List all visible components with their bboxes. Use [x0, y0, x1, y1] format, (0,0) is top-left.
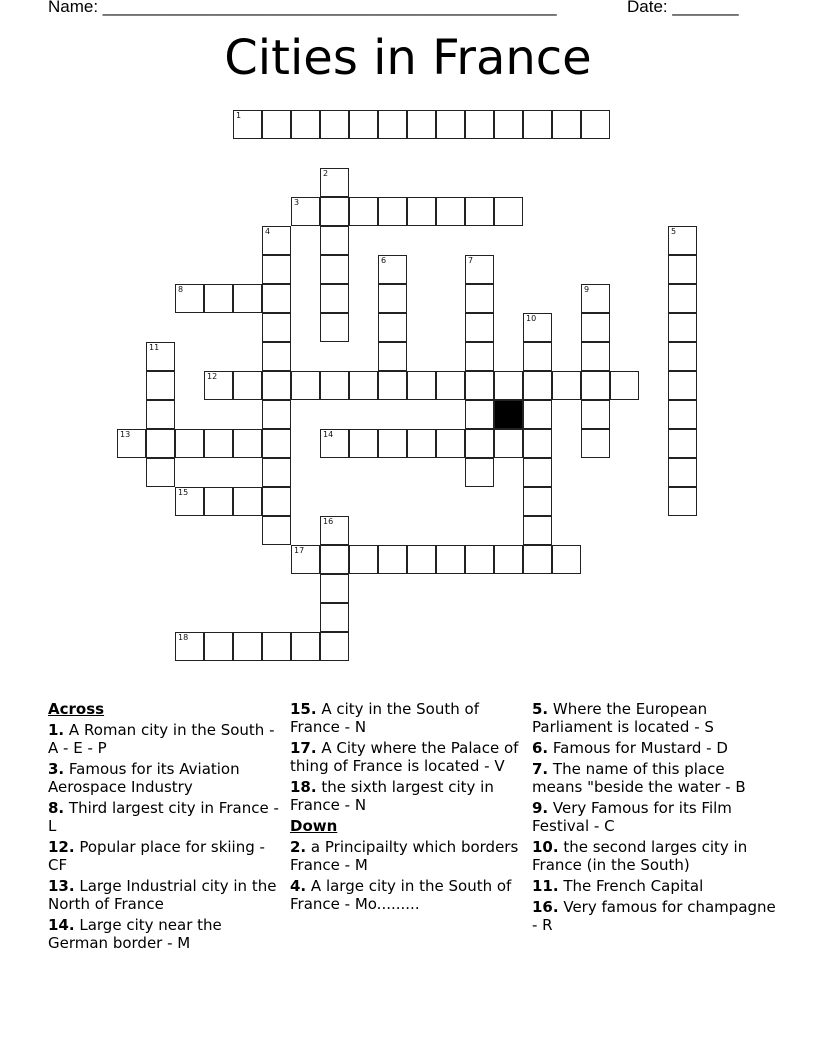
- clue-number-label: 3: [294, 198, 300, 207]
- grid-cell[interactable]: [233, 284, 262, 313]
- grid-cell[interactable]: [378, 284, 407, 313]
- grid-cell[interactable]: [407, 429, 436, 458]
- clues-column-1: [48, 700, 283, 955]
- grid-cell[interactable]: [233, 429, 262, 458]
- clue-across-17: [290, 739, 525, 775]
- clue-down-10: [532, 838, 777, 874]
- grid-cell[interactable]: [378, 342, 407, 371]
- grid-cell[interactable]: [233, 632, 262, 661]
- grid-cell[interactable]: [465, 255, 494, 284]
- date-field[interactable]: Date: _______: [627, 0, 739, 16]
- grid-cell[interactable]: [465, 313, 494, 342]
- clue-number: 8.: [48, 799, 65, 817]
- clue-number: 11.: [532, 877, 559, 895]
- grid-cell[interactable]: [436, 197, 465, 226]
- clue-across-3: [48, 760, 283, 796]
- grid-cell[interactable]: [581, 313, 610, 342]
- grid-cell[interactable]: [262, 458, 291, 487]
- clue-number: 16.: [532, 898, 559, 916]
- clue-number-label: 9: [584, 285, 590, 294]
- clue-number: 4.: [290, 877, 307, 895]
- clue-number-label: 18: [178, 633, 189, 642]
- grid-cell[interactable]: [146, 371, 175, 400]
- clues-column-2: [290, 700, 525, 916]
- grid-cell[interactable]: [523, 342, 552, 371]
- grid-cell[interactable]: [581, 110, 610, 139]
- clue-number: 17.: [290, 739, 317, 757]
- clue-text: Popular place for skiing - CF: [48, 838, 265, 874]
- grid-cell[interactable]: [320, 516, 349, 545]
- down-heading: Down: [290, 817, 338, 835]
- clue-text: Very Famous for its Film Festival - C: [532, 799, 732, 835]
- grid-cell[interactable]: [349, 371, 378, 400]
- grid-cell[interactable]: [117, 429, 146, 458]
- clue-text: Third largest city in France - L: [48, 799, 279, 835]
- grid-cell[interactable]: [436, 545, 465, 574]
- clue-number-label: 11: [149, 343, 160, 352]
- clue-number-label: 2: [323, 169, 329, 178]
- clue-number-label: 6: [381, 256, 387, 265]
- grid-cell[interactable]: [668, 429, 697, 458]
- grid-cell[interactable]: [262, 487, 291, 516]
- clue-across-14: [48, 916, 283, 952]
- grid-cell[interactable]: [523, 487, 552, 516]
- clues-column-3: [532, 700, 777, 937]
- grid-cell[interactable]: [494, 545, 523, 574]
- grid-cell[interactable]: [407, 371, 436, 400]
- clue-number-label: 4: [265, 227, 271, 236]
- grid-cell[interactable]: [581, 400, 610, 429]
- grid-cell[interactable]: [262, 400, 291, 429]
- grid-cell[interactable]: [407, 197, 436, 226]
- grid-cell[interactable]: [668, 487, 697, 516]
- clue-number: 5.: [532, 700, 549, 718]
- grid-cell[interactable]: [233, 487, 262, 516]
- grid-cell[interactable]: [233, 371, 262, 400]
- grid-cell[interactable]: [668, 226, 697, 255]
- clue-number-label: 14: [323, 430, 334, 439]
- grid-cell[interactable]: [465, 458, 494, 487]
- grid-cell[interactable]: [204, 429, 233, 458]
- clue-number: 7.: [532, 760, 549, 778]
- grid-cell[interactable]: [175, 429, 204, 458]
- grid-cell[interactable]: [233, 110, 262, 139]
- grid-cell[interactable]: [523, 371, 552, 400]
- grid-cell[interactable]: [378, 545, 407, 574]
- grid-cell[interactable]: [552, 371, 581, 400]
- grid-cell[interactable]: [320, 574, 349, 603]
- clue-number: 14.: [48, 916, 75, 934]
- clue-number-label: 12: [207, 372, 218, 381]
- grid-cell[interactable]: [465, 342, 494, 371]
- grid-cell[interactable]: [320, 313, 349, 342]
- grid-cell[interactable]: [523, 516, 552, 545]
- clue-down-11: [532, 877, 777, 895]
- clue-number: 3.: [48, 760, 65, 778]
- grid-cell[interactable]: [581, 342, 610, 371]
- clue-text: A Roman city in the South - A - E - P: [48, 721, 275, 757]
- clue-number-label: 1: [236, 111, 242, 120]
- grid-cell[interactable]: [465, 400, 494, 429]
- grid-cell[interactable]: [320, 545, 349, 574]
- grid-cell[interactable]: [523, 110, 552, 139]
- clue-across-18: [290, 778, 525, 814]
- grid-cell[interactable]: [175, 284, 204, 313]
- grid-cell[interactable]: [407, 110, 436, 139]
- grid-cell[interactable]: [668, 313, 697, 342]
- grid-cell[interactable]: [523, 429, 552, 458]
- clue-number: 18.: [290, 778, 317, 796]
- clue-across-12: [48, 838, 283, 874]
- clue-down-7: [532, 760, 777, 796]
- clue-across-1: [48, 721, 283, 757]
- grid-cell[interactable]: [320, 168, 349, 197]
- grid-cell[interactable]: [262, 110, 291, 139]
- clue-text: a Principailty which borders France - M: [290, 838, 519, 874]
- grid-cell[interactable]: [523, 313, 552, 342]
- clue-text: Famous for Mustard - D: [552, 739, 728, 757]
- grid-cell[interactable]: [465, 371, 494, 400]
- grid-cell[interactable]: [320, 226, 349, 255]
- grid-cell[interactable]: [523, 458, 552, 487]
- grid-cell[interactable]: [291, 110, 320, 139]
- clue-down-16: [532, 898, 777, 934]
- grid-cell[interactable]: [378, 197, 407, 226]
- grid-cell[interactable]: [378, 429, 407, 458]
- grid-cell[interactable]: [552, 545, 581, 574]
- clue-number: 1.: [48, 721, 65, 739]
- across-heading: Across: [48, 700, 105, 718]
- clue-text: Large city near the German border - M: [48, 916, 222, 952]
- grid-cell[interactable]: [465, 110, 494, 139]
- grid-cell[interactable]: [581, 371, 610, 400]
- grid-cell[interactable]: [262, 371, 291, 400]
- grid-cell[interactable]: [349, 110, 378, 139]
- grid-cell[interactable]: [320, 429, 349, 458]
- grid-cell[interactable]: [668, 458, 697, 487]
- grid-cell[interactable]: [291, 371, 320, 400]
- clue-number-label: 5: [671, 227, 677, 236]
- clue-number-label: 10: [526, 314, 537, 323]
- grid-cell[interactable]: [291, 545, 320, 574]
- grid-cell[interactable]: [146, 342, 175, 371]
- grid-cell[interactable]: [320, 110, 349, 139]
- grid-cell[interactable]: [436, 429, 465, 458]
- grid-cell[interactable]: [378, 313, 407, 342]
- grid-cell[interactable]: [668, 400, 697, 429]
- clue-across-8: [48, 799, 283, 835]
- grid-cell[interactable]: [668, 284, 697, 313]
- grid-cell[interactable]: [349, 429, 378, 458]
- clue-number-label: 17: [294, 546, 305, 555]
- clue-down-4: [290, 877, 525, 913]
- grid-cell[interactable]: [668, 371, 697, 400]
- grid-cell[interactable]: [204, 371, 233, 400]
- grid-cell[interactable]: [262, 313, 291, 342]
- grid-cell[interactable]: [262, 632, 291, 661]
- grid-cell[interactable]: [378, 110, 407, 139]
- clue-number-label: 8: [178, 285, 184, 294]
- page-title: Cities in France: [224, 30, 592, 86]
- grid-cell[interactable]: [378, 255, 407, 284]
- clue-text: A city in the South of France - N: [290, 700, 479, 736]
- clue-text: The French Capital: [563, 877, 704, 895]
- grid-cell[interactable]: [204, 632, 233, 661]
- clue-number: 9.: [532, 799, 549, 817]
- clue-number: 2.: [290, 838, 307, 856]
- grid-cell[interactable]: [320, 603, 349, 632]
- grid-cell[interactable]: [494, 429, 523, 458]
- clue-down-9: [532, 799, 777, 835]
- clue-number: 12.: [48, 838, 75, 856]
- grid-cell[interactable]: [262, 429, 291, 458]
- grid-cell[interactable]: [146, 458, 175, 487]
- clue-text: Where the European Parliament is located - S: [532, 700, 714, 736]
- clue-text: the second larges city in France (in the South): [532, 838, 748, 874]
- black-cell: [494, 400, 523, 429]
- grid-cell[interactable]: [291, 632, 320, 661]
- grid-cell[interactable]: [349, 197, 378, 226]
- grid-cell[interactable]: [349, 545, 378, 574]
- grid-cell[interactable]: [494, 371, 523, 400]
- clue-down-5: [532, 700, 777, 736]
- grid-cell[interactable]: [262, 255, 291, 284]
- grid-cell[interactable]: [581, 429, 610, 458]
- grid-cell[interactable]: [494, 197, 523, 226]
- clue-number: 6.: [532, 739, 549, 757]
- clue-text: Very famous for champagne - R: [532, 898, 776, 934]
- grid-cell[interactable]: [668, 255, 697, 284]
- grid-cell[interactable]: [378, 371, 407, 400]
- grid-cell[interactable]: [436, 110, 465, 139]
- grid-cell[interactable]: [204, 284, 233, 313]
- clue-text: A large city in the South of France - Mo.........: [290, 877, 512, 913]
- grid-cell[interactable]: [581, 284, 610, 313]
- clue-text: Famous for its Aviation Aerospace Industry: [48, 760, 240, 796]
- name-field[interactable]: Name: ________________________________________________: [48, 0, 557, 16]
- clue-number-label: 15: [178, 488, 189, 497]
- clue-number-label: 16: [323, 517, 334, 526]
- grid-cell[interactable]: [320, 371, 349, 400]
- grid-cell[interactable]: [320, 255, 349, 284]
- grid-cell[interactable]: [465, 545, 494, 574]
- clue-text: The name of this place means "beside the water - B: [532, 760, 746, 796]
- grid-cell[interactable]: [320, 197, 349, 226]
- grid-cell[interactable]: [320, 284, 349, 313]
- clue-number-label: 13: [120, 430, 131, 439]
- grid-cell[interactable]: [262, 342, 291, 371]
- clue-down-6: [532, 739, 777, 757]
- grid-cell[interactable]: [175, 487, 204, 516]
- clue-number-label: 7: [468, 256, 474, 265]
- clue-across-13: [48, 877, 283, 913]
- grid-cell[interactable]: [465, 429, 494, 458]
- grid-cell[interactable]: [407, 545, 436, 574]
- grid-cell[interactable]: [465, 197, 494, 226]
- grid-cell[interactable]: [523, 545, 552, 574]
- clue-text: A City where the Palace of thing of France is located - V: [290, 739, 519, 775]
- clue-text: Large Industrial city in the North of France: [48, 877, 277, 913]
- grid-cell[interactable]: [494, 110, 523, 139]
- grid-cell[interactable]: [465, 284, 494, 313]
- clue-across-15: [290, 700, 525, 736]
- grid-cell[interactable]: [668, 342, 697, 371]
- grid-cell[interactable]: [552, 110, 581, 139]
- clue-text: the sixth largest city in France - N: [290, 778, 494, 814]
- grid-cell[interactable]: [523, 400, 552, 429]
- grid-cell[interactable]: [262, 226, 291, 255]
- grid-cell[interactable]: [436, 371, 465, 400]
- grid-cell[interactable]: [175, 632, 204, 661]
- grid-cell[interactable]: [146, 400, 175, 429]
- clue-number: 10.: [532, 838, 559, 856]
- clue-down-2: [290, 838, 525, 874]
- clue-number: 13.: [48, 877, 75, 895]
- grid-cell[interactable]: [291, 197, 320, 226]
- grid-cell[interactable]: [262, 516, 291, 545]
- grid-cell[interactable]: [204, 487, 233, 516]
- grid-cell[interactable]: [146, 429, 175, 458]
- clue-number: 15.: [290, 700, 317, 718]
- grid-cell[interactable]: [262, 284, 291, 313]
- grid-cell[interactable]: [610, 371, 639, 400]
- grid-cell[interactable]: [320, 632, 349, 661]
